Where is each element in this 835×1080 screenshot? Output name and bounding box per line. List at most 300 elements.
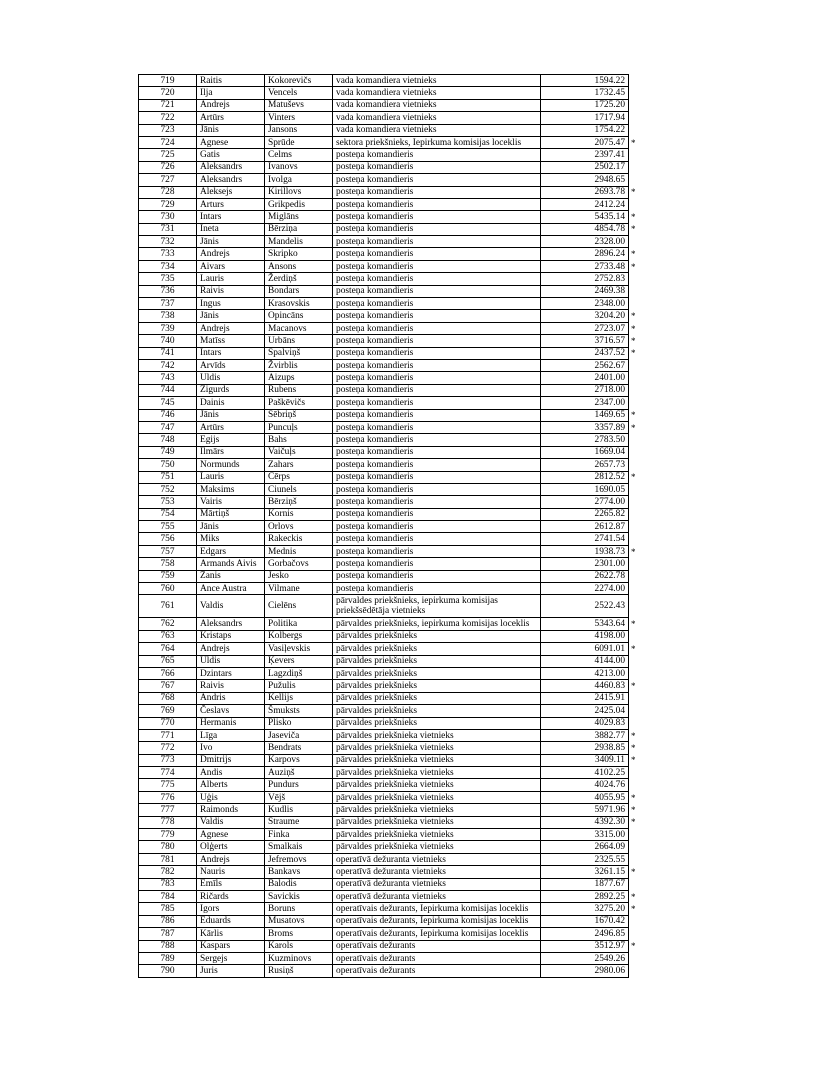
position-cell: posteņa komandieris — [333, 186, 541, 198]
marker-cell: * — [631, 681, 636, 692]
last-name-cell: Ivanovs — [265, 161, 333, 173]
position-cell: posteņa komandieris — [333, 446, 541, 458]
row-number-cell: 774 — [139, 767, 197, 779]
row-number-cell: 785 — [139, 903, 197, 915]
position-cell: posteņa komandieris — [333, 335, 541, 347]
salary-cell: 3882.77 — [541, 729, 629, 741]
row-number-cell: 736 — [139, 285, 197, 297]
marker-cell — [629, 459, 641, 471]
table-row — [139, 496, 641, 508]
salary-cell: 3716.57 — [541, 335, 629, 347]
position-cell: operatīvā dežuranta vietnieks — [333, 853, 541, 865]
row-number-cell: 748 — [139, 434, 197, 446]
first-name-cell: Mārtiņš — [197, 508, 265, 520]
last-name-cell: Šmuksts — [265, 705, 333, 717]
marker-cell — [629, 273, 641, 285]
last-name-cell: Miglāns — [265, 211, 333, 223]
marker-cell: * — [631, 348, 636, 359]
salary-cell: 2328.00 — [541, 236, 629, 248]
first-name-cell: Andrejs — [197, 322, 265, 334]
marker-cell: * — [631, 941, 636, 952]
position-cell: posteņa komandieris — [333, 521, 541, 533]
salary-cell: 2274.00 — [541, 583, 629, 595]
salary-cell: 6091.01 — [541, 643, 629, 655]
position-cell: operatīvā dežuranta vietnieks — [333, 866, 541, 878]
first-name-cell: Arturs — [197, 198, 265, 210]
position-cell: posteņa komandieris — [333, 273, 541, 285]
first-name-cell: Lauris — [197, 273, 265, 285]
last-name-cell: Kudlis — [265, 804, 333, 816]
first-name-cell: Ance Austra — [197, 583, 265, 595]
marker-cell — [629, 965, 641, 977]
position-cell: pārvaldes priekšnieka vietnieks — [333, 767, 541, 779]
table-row — [139, 841, 641, 853]
position-cell: pārvaldes priekšnieka vietnieks — [333, 779, 541, 791]
row-number-cell: 770 — [139, 717, 197, 729]
table-row — [139, 791, 641, 803]
marker-cell: * — [631, 891, 636, 902]
salary-cell: 2812.52 — [541, 471, 629, 483]
table-row — [139, 558, 641, 570]
table-row — [139, 372, 641, 384]
table-row — [139, 211, 641, 223]
salary-cell: 2693.78 — [541, 186, 629, 198]
table-row — [139, 136, 641, 148]
salary-cell: 2892.25 — [541, 891, 629, 903]
marker-cell — [629, 692, 641, 704]
marker-cell: * — [631, 730, 636, 741]
salary-cell: 2437.52 — [541, 347, 629, 359]
last-name-cell: Kellijs — [265, 692, 333, 704]
last-name-cell: Cērps — [265, 471, 333, 483]
first-name-cell: Raitis — [197, 75, 265, 87]
marker-cell — [629, 372, 641, 384]
marker-cell — [629, 508, 641, 520]
row-number-cell: 761 — [139, 595, 197, 618]
table-row — [139, 260, 641, 272]
salary-cell: 2496.85 — [541, 928, 629, 940]
row-number-cell: 767 — [139, 680, 197, 692]
marker-cell — [629, 829, 641, 841]
position-cell: posteņa komandieris — [333, 322, 541, 334]
position-cell: pārvaldes priekšnieks, iepirkuma komisijas priekšsēdētāja vietnieks — [333, 595, 541, 618]
table-row — [139, 446, 641, 458]
first-name-cell: Raimonds — [197, 804, 265, 816]
last-name-cell: Opincāns — [265, 310, 333, 322]
last-name-cell: Sēbriņš — [265, 409, 333, 421]
marker-cell: * — [631, 619, 636, 630]
first-name-cell: Aleksandrs — [197, 174, 265, 186]
position-cell: pārvaldes priekšnieka vietnieks — [333, 754, 541, 766]
salary-cell: 1754.22 — [541, 124, 629, 136]
row-number-cell: 750 — [139, 459, 197, 471]
last-name-cell: Vencels — [265, 87, 333, 99]
position-cell: operatīvais dežurants, Iepirkuma komisijas loceklis — [333, 903, 541, 915]
last-name-cell: Ciunels — [265, 483, 333, 495]
salary-cell: 2896.24 — [541, 248, 629, 260]
position-cell: pārvaldes priekšnieks — [333, 630, 541, 642]
position-cell: pārvaldes priekšnieks — [333, 680, 541, 692]
row-number-cell: 760 — [139, 583, 197, 595]
row-number-cell: 729 — [139, 198, 197, 210]
table-row — [139, 75, 641, 87]
marker-cell — [629, 112, 641, 124]
row-number-cell: 743 — [139, 372, 197, 384]
marker-cell — [629, 174, 641, 186]
row-number-cell: 723 — [139, 124, 197, 136]
table-row — [139, 198, 641, 210]
salary-cell: 2664.09 — [541, 841, 629, 853]
last-name-cell: Smalkais — [265, 841, 333, 853]
marker-cell: * — [631, 224, 636, 235]
marker-cell: * — [631, 743, 636, 753]
first-name-cell: Jānis — [197, 310, 265, 322]
first-name-cell: Intars — [197, 211, 265, 223]
table-row — [139, 223, 641, 235]
salary-cell: 3409.11 — [541, 754, 629, 766]
table-row — [139, 161, 641, 173]
position-cell: pārvaldes priekšnieka vietnieks — [333, 829, 541, 841]
marker-cell — [629, 841, 641, 853]
position-cell: posteņa komandieris — [333, 496, 541, 508]
salary-cell: 2522.43 — [541, 595, 629, 618]
position-cell: posteņa komandieris — [333, 260, 541, 272]
last-name-cell: Sprūde — [265, 136, 333, 148]
first-name-cell: Igors — [197, 903, 265, 915]
marker-cell: * — [631, 866, 636, 877]
row-number-cell: 734 — [139, 260, 197, 272]
table-row — [139, 409, 641, 421]
table-row — [139, 705, 641, 717]
last-name-cell: Paškēvičs — [265, 397, 333, 409]
last-name-cell: Urbāns — [265, 335, 333, 347]
marker-cell — [629, 483, 641, 495]
position-cell: pārvaldes priekšnieks, iepirkuma komisijas loceklis — [333, 618, 541, 630]
last-name-cell: Kornis — [265, 508, 333, 520]
position-cell: pārvaldes priekšnieks — [333, 717, 541, 729]
table-row — [139, 87, 641, 99]
row-number-cell: 720 — [139, 87, 197, 99]
salary-cell: 2348.00 — [541, 298, 629, 310]
first-name-cell: Maksims — [197, 483, 265, 495]
first-name-cell: Sergejs — [197, 952, 265, 964]
marker-cell — [629, 928, 641, 940]
row-number-cell: 784 — [139, 891, 197, 903]
salary-cell: 2562.67 — [541, 359, 629, 371]
first-name-cell: Hermanis — [197, 717, 265, 729]
first-name-cell: Aivars — [197, 260, 265, 272]
position-cell: posteņa komandieris — [333, 211, 541, 223]
first-name-cell: Matīss — [197, 335, 265, 347]
table-row — [139, 322, 641, 334]
last-name-cell: Žvirblis — [265, 359, 333, 371]
first-name-cell: Juris — [197, 965, 265, 977]
last-name-cell: Karols — [265, 940, 333, 952]
position-cell: pārvaldes priekšnieks — [333, 667, 541, 679]
marker-cell: * — [631, 187, 636, 198]
salary-cell: 4144.00 — [541, 655, 629, 667]
row-number-cell: 768 — [139, 692, 197, 704]
marker-cell — [629, 75, 641, 87]
marker-cell: * — [631, 311, 636, 322]
first-name-cell: Agnese — [197, 829, 265, 841]
salary-cell: 2723.07 — [541, 322, 629, 334]
last-name-cell: Karpovs — [265, 754, 333, 766]
salary-cell: 4029.83 — [541, 717, 629, 729]
position-cell: pārvaldes priekšnieks — [333, 655, 541, 667]
position-cell: posteņa komandieris — [333, 298, 541, 310]
salary-cell: 4102.25 — [541, 767, 629, 779]
first-name-cell: Aleksejs — [197, 186, 265, 198]
marker-cell — [629, 655, 641, 667]
first-name-cell: Andrejs — [197, 853, 265, 865]
table-row — [139, 112, 641, 124]
last-name-cell: Ivolga — [265, 174, 333, 186]
row-number-cell: 773 — [139, 754, 197, 766]
salary-cell: 2469.38 — [541, 285, 629, 297]
marker-cell — [629, 853, 641, 865]
salary-cell: 4392.30 — [541, 816, 629, 828]
position-cell: posteņa komandieris — [333, 397, 541, 409]
position-cell: posteņa komandieris — [333, 248, 541, 260]
first-name-cell: Nauris — [197, 866, 265, 878]
marker-cell — [629, 161, 641, 173]
salary-cell: 2612.87 — [541, 521, 629, 533]
last-name-cell: Puncuļs — [265, 421, 333, 433]
first-name-cell: Lauris — [197, 471, 265, 483]
last-name-cell: Aizups — [265, 372, 333, 384]
table-row — [139, 952, 641, 964]
first-name-cell: Edgars — [197, 545, 265, 557]
table-row — [139, 384, 641, 396]
table-row — [139, 508, 641, 520]
salary-cell: 2783.50 — [541, 434, 629, 446]
marker-cell: * — [631, 817, 636, 828]
marker-cell — [629, 779, 641, 791]
salary-cell: 2425.04 — [541, 705, 629, 717]
table-row — [139, 471, 641, 483]
first-name-cell: Armands Aivis — [197, 558, 265, 570]
first-name-cell: Alberts — [197, 779, 265, 791]
position-cell: vada komandiera vietnieks — [333, 99, 541, 111]
first-name-cell: Miks — [197, 533, 265, 545]
salary-cell: 1732.45 — [541, 87, 629, 99]
row-number-cell: 780 — [139, 841, 197, 853]
first-name-cell: Kaspars — [197, 940, 265, 952]
salary-cell: 2938.85 — [541, 742, 629, 754]
position-cell: pārvaldes priekšnieka vietnieks — [333, 816, 541, 828]
marker-cell — [629, 434, 641, 446]
position-cell: sektora priekšnieks, Iepirkuma komisijas loceklis — [333, 136, 541, 148]
marker-cell — [629, 705, 641, 717]
row-number-cell: 722 — [139, 112, 197, 124]
salary-cell: 3261.15 — [541, 866, 629, 878]
salary-cell: 2718.00 — [541, 384, 629, 396]
table-row — [139, 359, 641, 371]
first-name-cell: Agnese — [197, 136, 265, 148]
table-row — [139, 729, 641, 741]
salary-cell: 2415.91 — [541, 692, 629, 704]
marker-cell — [629, 717, 641, 729]
first-name-cell: Česlavs — [197, 705, 265, 717]
salary-cell: 4213.00 — [541, 667, 629, 679]
marker-cell: * — [631, 137, 636, 148]
salary-cell: 2502.17 — [541, 161, 629, 173]
last-name-cell: Bankavs — [265, 866, 333, 878]
last-name-cell: Vasiļevskis — [265, 643, 333, 655]
row-number-cell: 737 — [139, 298, 197, 310]
first-name-cell: Dmitrijs — [197, 754, 265, 766]
row-number-cell: 744 — [139, 384, 197, 396]
marker-cell — [629, 521, 641, 533]
row-number-cell: 789 — [139, 952, 197, 964]
row-number-cell: 765 — [139, 655, 197, 667]
marker-cell: * — [631, 261, 636, 272]
last-name-cell: Jansons — [265, 124, 333, 136]
position-cell: posteņa komandieris — [333, 434, 541, 446]
position-cell: posteņa komandieris — [333, 508, 541, 520]
table-row — [139, 692, 641, 704]
position-cell: posteņa komandieris — [333, 583, 541, 595]
position-cell: posteņa komandieris — [333, 459, 541, 471]
salary-cell: 2412.24 — [541, 198, 629, 210]
position-cell: posteņa komandieris — [333, 223, 541, 235]
row-number-cell: 790 — [139, 965, 197, 977]
first-name-cell: Aleksandrs — [197, 618, 265, 630]
position-cell: pārvaldes priekšnieka vietnieks — [333, 841, 541, 853]
marker-cell — [629, 198, 641, 210]
table-row — [139, 570, 641, 582]
last-name-cell: Bondars — [265, 285, 333, 297]
table-row — [139, 397, 641, 409]
last-name-cell: Orlovs — [265, 521, 333, 533]
table-row — [139, 804, 641, 816]
table-row — [139, 940, 641, 952]
position-cell: posteņa komandieris — [333, 471, 541, 483]
last-name-cell: Savickis — [265, 891, 333, 903]
first-name-cell: Jānis — [197, 521, 265, 533]
first-name-cell: Raivis — [197, 285, 265, 297]
position-cell: posteņa komandieris — [333, 161, 541, 173]
row-number-cell: 739 — [139, 322, 197, 334]
row-number-cell: 781 — [139, 853, 197, 865]
position-cell: pārvaldes priekšnieks — [333, 643, 541, 655]
salary-cell: 1669.04 — [541, 446, 629, 458]
table-row — [139, 583, 641, 595]
first-name-cell: Arvīds — [197, 359, 265, 371]
position-cell: posteņa komandieris — [333, 558, 541, 570]
row-number-cell: 730 — [139, 211, 197, 223]
salary-table — [138, 74, 641, 978]
row-number-cell: 740 — [139, 335, 197, 347]
table-row — [139, 742, 641, 754]
marker-cell — [629, 533, 641, 545]
row-number-cell: 769 — [139, 705, 197, 717]
table-row — [139, 630, 641, 642]
marker-cell — [629, 384, 641, 396]
position-cell: posteņa komandieris — [333, 533, 541, 545]
last-name-cell: Vinters — [265, 112, 333, 124]
table-row — [139, 298, 641, 310]
salary-cell: 5435.14 — [541, 211, 629, 223]
salary-cell: 2397.41 — [541, 149, 629, 161]
row-number-cell: 786 — [139, 915, 197, 927]
table-row — [139, 903, 641, 915]
salary-cell: 3315.00 — [541, 829, 629, 841]
row-number-cell: 783 — [139, 878, 197, 890]
table-row — [139, 915, 641, 927]
position-cell: posteņa komandieris — [333, 347, 541, 359]
last-name-cell: Broms — [265, 928, 333, 940]
salary-table-body — [139, 75, 641, 978]
row-number-cell: 753 — [139, 496, 197, 508]
first-name-cell: Vairis — [197, 496, 265, 508]
row-number-cell: 751 — [139, 471, 197, 483]
first-name-cell: Intars — [197, 347, 265, 359]
last-name-cell: Lagzdiņš — [265, 667, 333, 679]
last-name-cell: Macanovs — [265, 322, 333, 334]
last-name-cell: Spalviņš — [265, 347, 333, 359]
first-name-cell: Andis — [197, 767, 265, 779]
salary-cell: 2401.00 — [541, 372, 629, 384]
salary-cell: 2301.00 — [541, 558, 629, 570]
marker-cell — [629, 496, 641, 508]
first-name-cell: Dzintars — [197, 667, 265, 679]
marker-cell: * — [631, 211, 636, 222]
first-name-cell: Jānis — [197, 124, 265, 136]
row-number-cell: 776 — [139, 791, 197, 803]
table-row — [139, 767, 641, 779]
row-number-cell: 732 — [139, 236, 197, 248]
table-row — [139, 483, 641, 495]
position-cell: operatīvais dežurants — [333, 940, 541, 952]
last-name-cell: Straume — [265, 816, 333, 828]
row-number-cell: 762 — [139, 618, 197, 630]
last-name-cell: Mandelis — [265, 236, 333, 248]
first-name-cell: Kārlis — [197, 928, 265, 940]
row-number-cell: 764 — [139, 643, 197, 655]
table-row — [139, 174, 641, 186]
salary-cell: 3512.97 — [541, 940, 629, 952]
table-row — [139, 236, 641, 248]
salary-cell: 2980.06 — [541, 965, 629, 977]
first-name-cell: Gatis — [197, 149, 265, 161]
row-number-cell: 733 — [139, 248, 197, 260]
salary-cell: 2657.73 — [541, 459, 629, 471]
row-number-cell: 759 — [139, 570, 197, 582]
table-row — [139, 667, 641, 679]
first-name-cell: Jānis — [197, 409, 265, 421]
first-name-cell: Uģis — [197, 791, 265, 803]
first-name-cell: Valdis — [197, 595, 265, 618]
marker-cell: * — [631, 643, 636, 654]
marker-cell — [629, 99, 641, 111]
marker-cell — [629, 558, 641, 570]
table-row — [139, 816, 641, 828]
salary-cell: 4854.78 — [541, 223, 629, 235]
row-number-cell: 738 — [139, 310, 197, 322]
last-name-cell: Bendrats — [265, 742, 333, 754]
last-name-cell: Zahars — [265, 459, 333, 471]
salary-cell: 1717.94 — [541, 112, 629, 124]
row-number-cell: 763 — [139, 630, 197, 642]
marker-cell — [629, 359, 641, 371]
row-number-cell: 728 — [139, 186, 197, 198]
salary-cell: 1594.22 — [541, 75, 629, 87]
table-row — [139, 891, 641, 903]
last-name-cell: Mednis — [265, 545, 333, 557]
table-row — [139, 829, 641, 841]
